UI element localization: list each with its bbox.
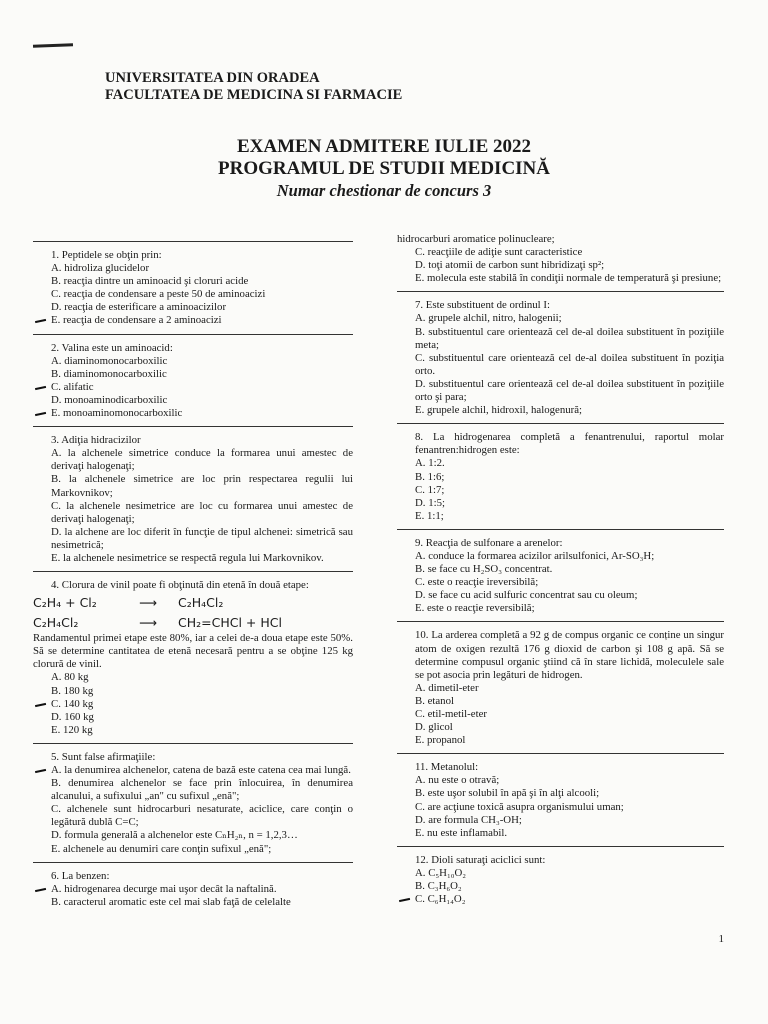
exam-title xyxy=(0,136,768,202)
question-7 xyxy=(397,299,724,417)
page-number: 1 xyxy=(718,933,724,945)
faculty-name: FACULTATEA DE MEDICINA SI FARMACIE xyxy=(105,87,403,103)
question-3 xyxy=(33,434,353,565)
divider xyxy=(397,529,724,530)
option-d: D. glicol xyxy=(415,721,453,734)
option-b: B. caracterul aromatic este cel mai slab faţă de celelalte xyxy=(51,895,291,908)
option-e: E. reacţia de condensare a 2 aminoacizi xyxy=(33,314,353,327)
option-c: C. C₆H₁₄O₂ xyxy=(397,893,724,906)
option-d: D. reacţia de esterificare a aminoacizilor xyxy=(51,301,227,314)
option-a: A. la denumirea alchenelor, catena de bază este catena cea mai lungă. xyxy=(33,764,353,777)
option-e: E. la alchenele nesimetrice se respectă regula lui Markovnikov. xyxy=(51,551,324,564)
equation-right: C₂H₄Cl₂ xyxy=(178,594,224,610)
option-e: E. molecula este stabilă în condiţii normale de temperatură şi presiune; xyxy=(415,272,722,285)
equation-right: CH₂=CHCl + HCl xyxy=(178,614,282,630)
question-title: 8. La hidrogenarea completă a fenantrenului, raportul molar fenantren:hidrogen este: xyxy=(415,431,724,457)
option-a: A. dimetil-eter xyxy=(415,681,479,694)
option-e: E. este o reacţie reversibilă; xyxy=(415,602,535,615)
option-e: E. alchenele au denumiri care conţin sufixul „enă"; xyxy=(51,842,272,855)
divider xyxy=(397,621,724,622)
option-d: D. 160 kg xyxy=(51,710,94,723)
question-title: 1. Peptidele se obţin prin: xyxy=(51,249,162,261)
exam-title-line1: EXAMEN ADMITERE IULIE 2022 xyxy=(236,136,531,157)
option-d: D. are formula CH₃-OH; xyxy=(415,813,522,826)
option-b-continued: hidrocarburi aromatice polinucleare; xyxy=(397,233,555,245)
equation-left: C₂H₄ + Cl₂ xyxy=(33,594,97,610)
option-a: A. 80 kg xyxy=(51,671,89,684)
option-a: A. 1:2. xyxy=(415,457,445,470)
option-b: B. diaminomonocarboxilic xyxy=(51,367,167,380)
university-name: UNIVERSITATEA DIN ORADEA xyxy=(105,70,320,86)
option-e: E. 1:1; xyxy=(415,509,444,522)
question-title: 7. Este substituent de ordinul I: xyxy=(415,299,550,312)
option-c: C. alifatic xyxy=(33,381,353,394)
institution-header xyxy=(105,70,402,104)
arrow-icon: ⟶ xyxy=(139,594,157,610)
question-1 xyxy=(33,249,353,328)
option-a: A. nu este o otravă; xyxy=(415,774,500,787)
option-d: D. toţi atomii de carbon sunt hibridizaţi sp²; xyxy=(415,259,605,272)
option-b: B. 180 kg xyxy=(51,684,94,697)
option-c: C. reacţia de condensare a peste 50 de aminoacizi xyxy=(51,288,266,301)
option-b: B. substituentul care orientează cel de-al doilea substituent în poziţiile meta; xyxy=(415,325,724,351)
option-c: C. are acţiune toxică asupra organismului uman; xyxy=(415,800,624,813)
question-5 xyxy=(33,751,353,856)
equation-1 xyxy=(33,592,353,612)
question-6 xyxy=(33,870,353,909)
option-c: C. reacţiile de adiţie sunt caracteristice xyxy=(415,246,583,259)
question-9 xyxy=(397,537,724,616)
option-e: E. grupele alchil, hidroxil, halogenură; xyxy=(415,404,582,417)
option-d: D. la alchene are loc diferit în funcţie de tipul alchenei: simetrică sau nesimetrică; xyxy=(51,525,353,551)
left-column xyxy=(33,235,353,909)
option-c: C. 1:7; xyxy=(415,483,445,496)
option-d: D. se face cu acid sulfuric concentrat sau cu oleum; xyxy=(415,589,638,602)
question-10 xyxy=(397,629,724,747)
option-b: B. C₃H₆O₂ xyxy=(415,880,462,893)
option-a: A. hidrogenarea decurge mai uşor decât la naftalină. xyxy=(33,883,353,896)
option-c: C. este o reacţie ireversibilă; xyxy=(415,576,539,589)
question-title: 3. Adiţia hidracizilor xyxy=(51,434,141,447)
right-column xyxy=(397,233,724,906)
question-title: 4. Clorura de vinil poate fi obţinută din etenă în două etape: xyxy=(51,579,309,592)
divider xyxy=(397,846,724,847)
option-a: A. diaminomonocarboxilic xyxy=(51,354,168,367)
option-e: E. propanol xyxy=(415,734,466,747)
question-4 xyxy=(33,579,353,737)
option-a: A. hidroliza glucidelor xyxy=(51,262,150,275)
divider xyxy=(397,753,724,754)
question-title: 2. Valina este un aminoacid: xyxy=(51,341,173,354)
option-e: E. nu este inflamabil. xyxy=(415,826,508,839)
equation-2 xyxy=(33,612,353,632)
divider xyxy=(33,334,353,335)
option-e: E. monoaminomonocarboxilic xyxy=(33,407,353,420)
option-b: B. reacţia dintre un aminoacid şi cloruri acide xyxy=(51,275,249,288)
option-d: D. monoaminodicarboxilic xyxy=(51,393,168,406)
option-c: C. etil-metil-eter xyxy=(415,708,487,720)
option-b: B. la alchenele simetrice are loc prin respectarea regulii lui Markovnikov; xyxy=(51,473,353,499)
divider xyxy=(33,241,353,242)
option-d: D. substituentul care orientează cel de-al doilea substituent în poziţiile orto şi para; xyxy=(415,377,724,404)
question-text: Randamentul primei etape este 80%, iar a celei de-a doua etape este 50%. Să se determine cantitatea de etenă necesară pentru a se obţine 125 kg clorură de vinil. xyxy=(33,632,353,671)
option-b: B. denumirea alchenelor se face prin înlocuirea, în denumirea alcanului, a sufixului „an" cu sufixul „enă"; xyxy=(51,777,353,803)
arrow-icon: ⟶ xyxy=(139,614,157,630)
pen-mark xyxy=(33,43,73,47)
option-a: A. la alchenele simetrice conduce la formarea unui amestec de derivaţi halogenaţi; xyxy=(51,447,353,473)
option-b: B. 1:6; xyxy=(415,470,445,483)
option-d: D. 1:5; xyxy=(415,496,445,509)
option-c: C. 140 kg xyxy=(33,698,353,711)
divider xyxy=(33,571,353,572)
equation-left: C₂H₄Cl₂ xyxy=(33,614,79,630)
option-b: B. etanol xyxy=(415,694,454,707)
question-title: 9. Reacţia de sulfonare a arenelor: xyxy=(415,536,563,549)
exam-title-line3: Numar chestionar de concurs 3 xyxy=(276,181,492,200)
exam-title-line2: PROGRAMUL DE STUDII MEDICINĂ xyxy=(218,158,550,179)
option-a: A. grupele alchil, nitro, halogenii; xyxy=(415,312,562,325)
divider xyxy=(397,291,724,292)
option-c: C. la alchenele nesimetrice are loc cu formarea unui amestec de derivaţi halogenaţi; xyxy=(51,499,353,525)
divider xyxy=(33,743,353,744)
divider xyxy=(33,862,353,863)
option-d: D. formula generală a alchenelor este CₙH₂ₙ, n = 1,2,3… xyxy=(51,829,298,842)
divider xyxy=(33,426,353,427)
option-c: C. substituentul care orientează cel de-al doilea substituent în poziţia orto. xyxy=(415,351,724,377)
divider xyxy=(397,423,724,424)
option-c: C. alchenele sunt hidrocarburi nesaturate, aciclice, care conţin o legătură dublă C=C; xyxy=(51,803,353,829)
question-title: 10. La arderea completă a 92 g de compus organic ce conține un singur atom de oxigen rezultă 176 g dioxid de carbon şi 108 g apă. Să se determine compusul organic ştiind că în stare lichidă, moleculele sale se pot asocia prin legături de hidrogen. xyxy=(415,629,724,681)
option-b: B. este uşor solubil în apă şi în alţi alcooli; xyxy=(415,787,600,800)
question-6-continued xyxy=(397,233,724,285)
question-12 xyxy=(397,854,724,906)
option-a: A. conduce la formarea acizilor arilsulfonici, Ar-SO₃H; xyxy=(415,549,655,562)
question-8 xyxy=(397,431,724,523)
question-title: 6. La benzen: xyxy=(51,869,110,882)
option-e: E. 120 kg xyxy=(51,723,93,736)
question-title: 11. Metanolul: xyxy=(415,761,479,774)
option-a: A. C₅H₁₀O₂ xyxy=(415,866,467,879)
question-11 xyxy=(397,761,724,840)
question-title: 5. Sunt false afirmaţiile: xyxy=(51,750,156,763)
question-title: 12. Dioli saturaţi aciclici sunt: xyxy=(415,853,546,866)
option-b: B. se face cu H₂SO₃ concentrat. xyxy=(415,563,553,576)
question-2 xyxy=(33,342,353,421)
